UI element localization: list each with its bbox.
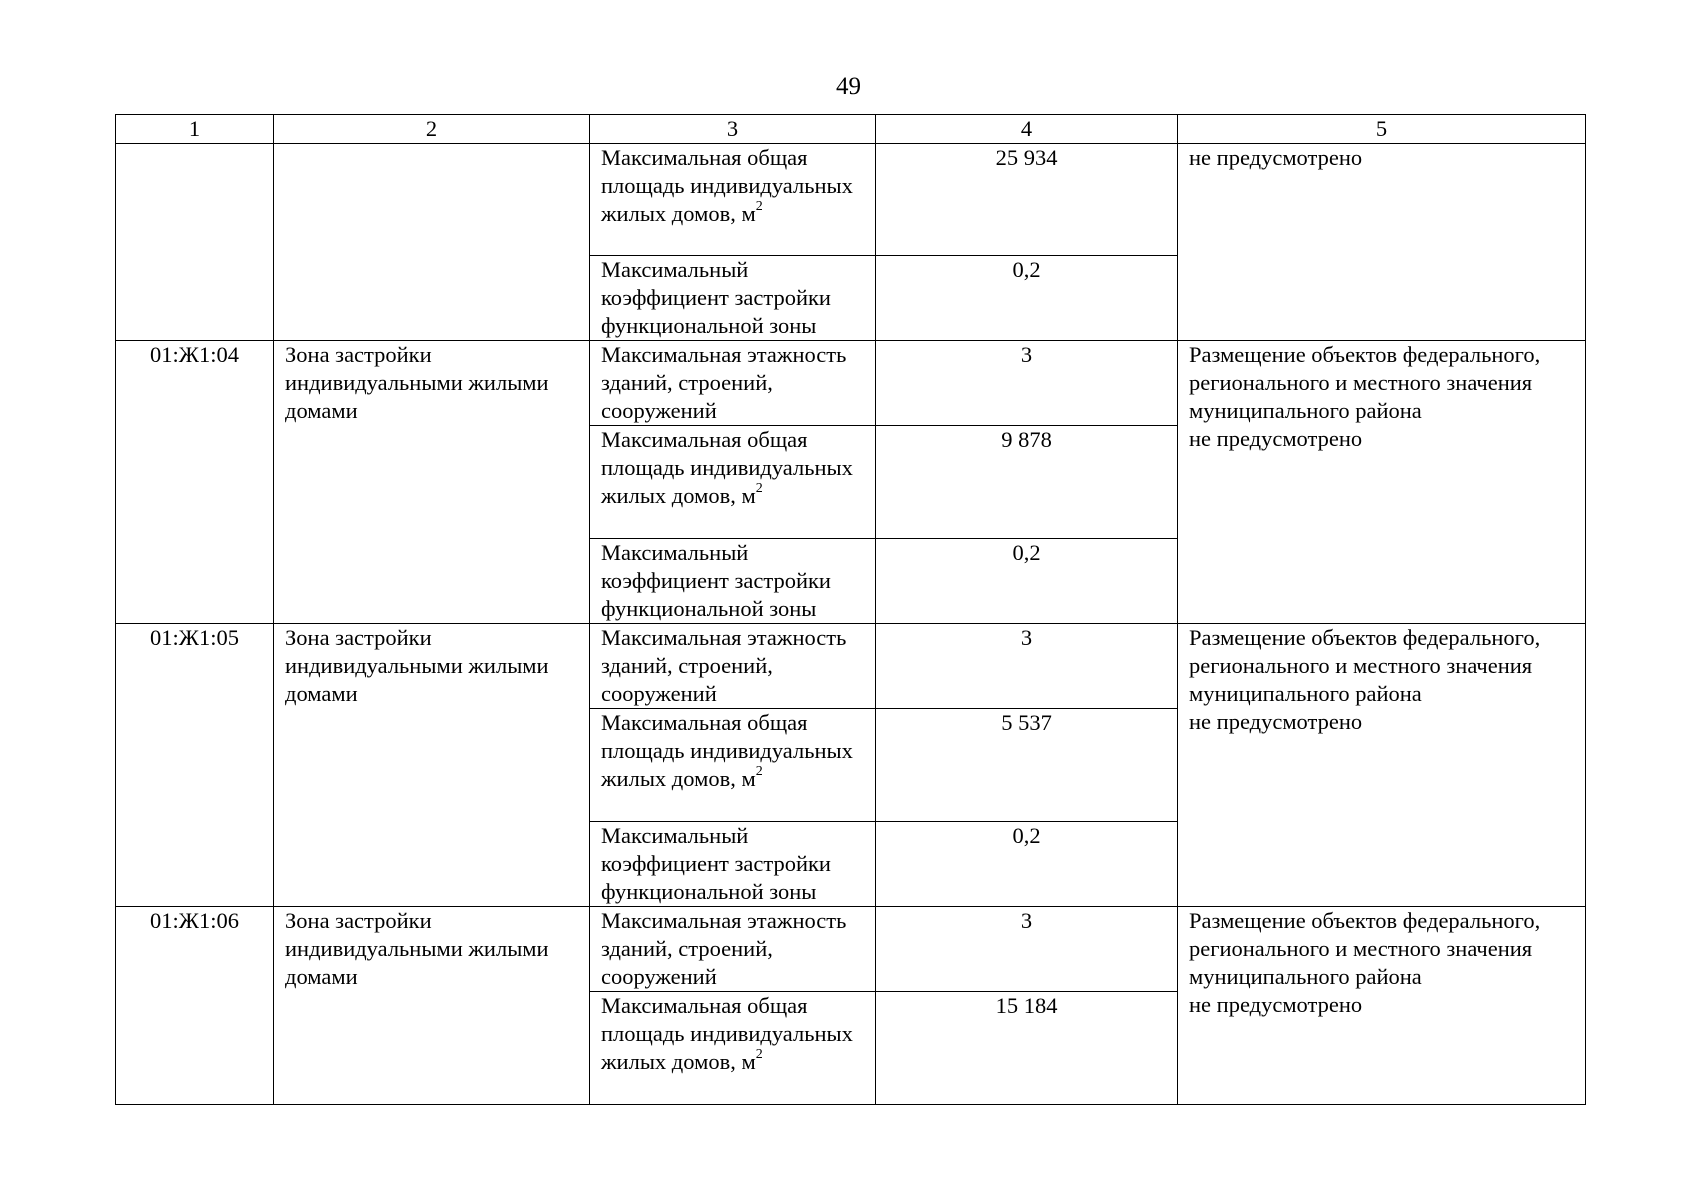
zone-name-cell [274,144,590,341]
parameter-cell: Максимальный коэффициент застройки функциональной зоны [590,539,876,624]
value-cell: 0,2 [876,256,1178,341]
column-number: 4 [876,115,1178,144]
column-number: 2 [274,115,590,144]
zone-name-cell: Зона застройки индивидуальными жилыми домами [274,341,590,624]
value-cell: 3 [876,907,1178,992]
table-row [116,341,1586,426]
parameter-cell: Максимальная этажность зданий, строений, сооружений [590,341,876,426]
value-cell: 0,2 [876,822,1178,907]
page-number: 49 [836,73,861,100]
note-cell: Размещение объектов федерального, регионального и местного значения муниципального района не предусмотрено [1178,624,1586,907]
zone-code-cell: 01:Ж1:06 [116,907,274,1105]
zones-table [115,114,1586,1105]
zone-name-cell: Зона застройки индивидуальными жилыми домами [274,624,590,907]
table-row [116,907,1586,992]
value-cell: 3 [876,624,1178,709]
note-cell: не предусмотрено [1178,144,1586,341]
note-cell: Размещение объектов федерального, регионального и местного значения муниципального района не предусмотрено [1178,907,1586,1105]
column-number: 3 [590,115,876,144]
value-cell: 0,2 [876,539,1178,624]
zone-code-cell: 01:Ж1:05 [116,624,274,907]
table-row [116,144,1586,256]
table-row [116,624,1586,709]
column-number-row [116,115,1586,144]
column-number: 1 [116,115,274,144]
value-cell: 5 537 [876,709,1178,822]
zone-name-cell: Зона застройки индивидуальными жилыми домами [274,907,590,1105]
parameter-cell: Максимальная этажность зданий, строений, сооружений [590,907,876,992]
parameter-cell: Максимальная общая площадь индивидуальных жилых домов, $м^2$ [590,144,876,256]
zone-code-cell: 01:Ж1:04 [116,341,274,624]
parameter-cell: Максимальный коэффициент застройки функциональной зоны [590,256,876,341]
value-cell: 3 [876,341,1178,426]
zone-code-cell [116,144,274,341]
parameter-cell: Максимальный коэффициент застройки функциональной зоны [590,822,876,907]
parameter-cell: Максимальная общая площадь индивидуальных жилых домов, $м^2$ [590,709,876,822]
value-cell: 15 184 [876,992,1178,1105]
parameter-cell: Максимальная общая площадь индивидуальных жилых домов, $м^2$ [590,992,876,1105]
column-number: 5 [1178,115,1586,144]
value-cell: 9 878 [876,426,1178,539]
parameter-cell: Максимальная этажность зданий, строений, сооружений [590,624,876,709]
parameter-cell: Максимальная общая площадь индивидуальных жилых домов, $м^2$ [590,426,876,539]
note-cell: Размещение объектов федерального, регионального и местного значения муниципального района не предусмотрено [1178,341,1586,624]
value-cell: 25 934 [876,144,1178,256]
